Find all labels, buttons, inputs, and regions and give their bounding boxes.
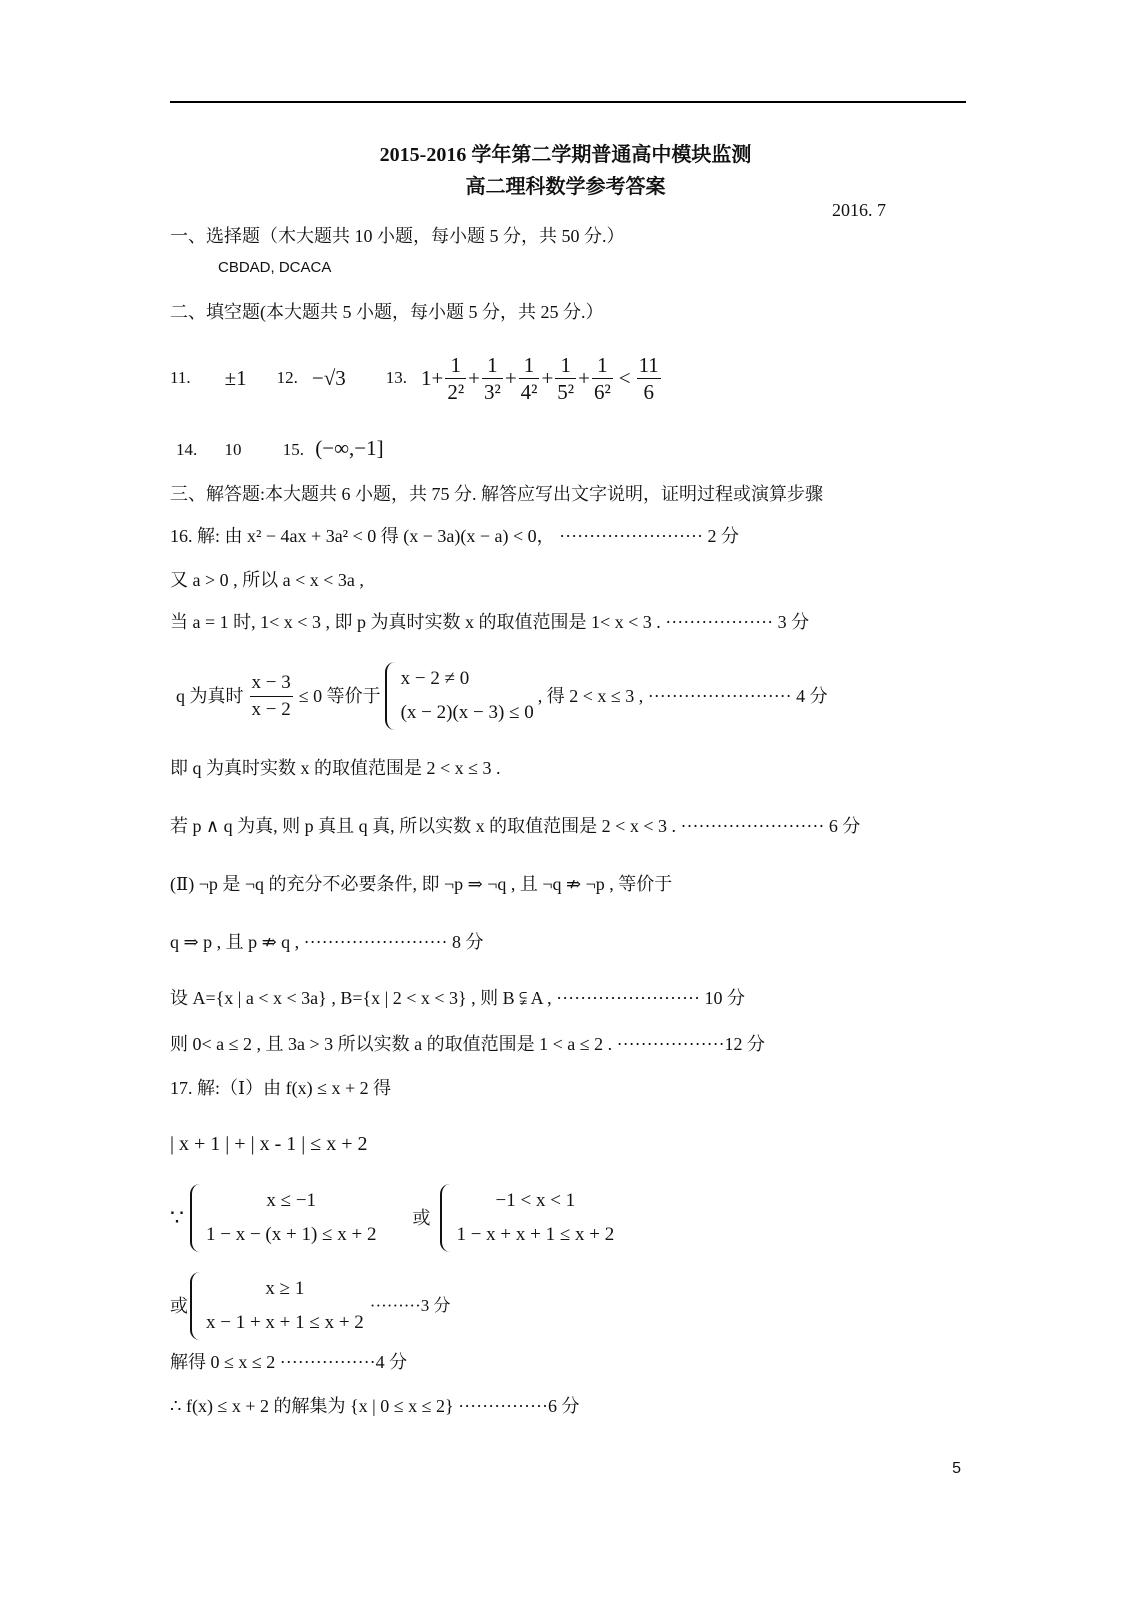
q14-label: 14. (176, 440, 198, 459)
q17-line-5: 解得 0 ≤ x ≤ 2 ················4 分 (170, 1352, 408, 1372)
q13-less-than: < (618, 366, 631, 390)
because-symbol: ∵ (170, 1205, 184, 1230)
q17-system-3: x ≥ 1 x − 1 + x + 1 ≤ x + 2 (190, 1272, 364, 1340)
q11-answer: ±1 (224, 366, 247, 390)
section2-heading: 二、填空题(本大题共 5 小题，每小题 5 分，共 25 分.） (170, 302, 604, 322)
section1-heading: 一、选择题（木大题共 10 小题，每小题 5 分，共 50 分.） (170, 226, 625, 246)
q16-system: x − 2 ≠ 0 (x − 2)(x − 3) ≤ 0 (385, 662, 534, 730)
q17-line-3 (170, 1182, 614, 1254)
q17-or-1: 或 (412, 1208, 431, 1228)
choice-answers: CBDAD, DCACA (218, 259, 332, 276)
section3-heading: 三、解答题:本大题共 6 小题，共 75 分. 解答应写出文字说明，证明过程或演算步骤 (170, 484, 823, 504)
q13-frac: $\frac{1}{\text{3²}}$ (484, 352, 501, 404)
q16-line-3: 当 a = 1 时, 1< x < 3 , 即 p 为真时实数 x 的取值范围是 1< x < 3 . ·················· 3 分 (170, 612, 810, 632)
q17-line-2: | x + 1 | + | x - 1 | ≤ x + 2 (170, 1133, 368, 1155)
q12-answer: −√3 (311, 366, 346, 390)
doc-subtitle: 高二理科数学参考答案 (465, 176, 666, 198)
doc-date: 2016. 7 (832, 200, 886, 220)
q13-frac: $\frac{1}{\text{6²}}$ (593, 352, 611, 404)
q16-equiv: ≤ 0 等价于 (298, 686, 381, 706)
fill-answers-row: 11. ±1 12. −√3 13. 1+ $\frac{1}{\text{2²}}$ + $\frac{1}{\text{3²}}$ + $\frac{1}{\text{4²}}$ + $\frac{1}{\text{5²}}$ + $\frac{1}{\text{6²}}$ < $\frac{11}{6}$ (170, 352, 659, 404)
q16-result: , 得 2 < x ≤ 3 , ························ 4 分 (537, 686, 828, 706)
q13-frac: $\frac{1}{\text{5²}}$ (557, 352, 575, 404)
q17-system-2: −1 < x < 1 1 − x + x + 1 ≤ x + 2 (440, 1184, 614, 1252)
q16-fraction: $\frac{x - 3}{x - 2}$ (251, 671, 291, 720)
q12-label: 12. (276, 368, 298, 387)
page-number: 5 (952, 1460, 961, 1477)
q11-label: 11. (170, 368, 191, 387)
q16-line-6: 若 p ∧ q 为真, 则 p 真且 q 真, 所以实数 x 的取值范围是 2 < x < 3 . ························ 6 分 (170, 816, 861, 836)
q16-line-4 (176, 664, 828, 728)
q17-line-1: 17. 解:（Ⅰ）由 f(x) ≤ x + 2 得 (170, 1078, 392, 1098)
q17-line-4 (170, 1270, 451, 1342)
q13-rhs-frac: $\frac{11}{6}$ (638, 352, 659, 404)
q16-line-10: 则 0< a ≤ 2 , 且 3a > 3 所以实数 a 的取值范围是 1 < a ≤ 2 . ··················12 分 (170, 1034, 766, 1054)
q14-answer: 10 (224, 440, 242, 459)
q16-line-1: 16. 解: 由 x² − 4ax + 3a² < 0 得 (x − 3a)(x − a) < 0， ························ 2 分 (170, 526, 739, 546)
header-rule (170, 101, 966, 103)
q16-line-5: 即 q 为真时实数 x 的取值范围是 2 < x ≤ 3 . (170, 758, 501, 778)
q17-system-1: x ≤ −1 1 − x − (x + 1) ≤ x + 2 (190, 1184, 376, 1252)
q13-label: 13. (385, 368, 408, 387)
q13-frac: $\frac{1}{\text{4²}}$ (520, 352, 538, 404)
q16-line-7: (Ⅱ) ¬p 是 ¬q 的充分不必要条件, 即 ¬p ⇒ ¬q , 且 ¬q ⇏ ¬p , 等价于 (170, 874, 673, 894)
fill-answers-row-2 (176, 436, 384, 462)
q15-label: 15. (282, 440, 304, 459)
q15-answer: (−∞,−1] (315, 436, 384, 460)
q13-lead: 1+ (421, 366, 444, 390)
q17-score-3: ·········3 分 (369, 1296, 451, 1315)
q13-frac: $\frac{1}{\text{2²}}$ (447, 352, 465, 404)
q17-or-2: 或 (170, 1296, 188, 1316)
q16-q-true: q 为真时 (176, 686, 244, 706)
q16-line-2: 又 a > 0 , 所以 a < x < 3a , (170, 570, 364, 590)
doc-title: 2015-2016 学年第二学期普通高中模块监测 (379, 144, 752, 166)
q16-line-9: 设 A={x | a < x < 3a} , B={x | 2 < x < 3} , 则 B ⫋ A , ························ 10 分 (170, 988, 745, 1008)
q17-line-6: ∴ f(x) ≤ x + 2 的解集为 {x | 0 ≤ x ≤ 2} ···············6 分 (170, 1396, 580, 1416)
q16-line-8: q ⇒ p , 且 p ⇏ q , ························ 8 分 (170, 932, 484, 952)
